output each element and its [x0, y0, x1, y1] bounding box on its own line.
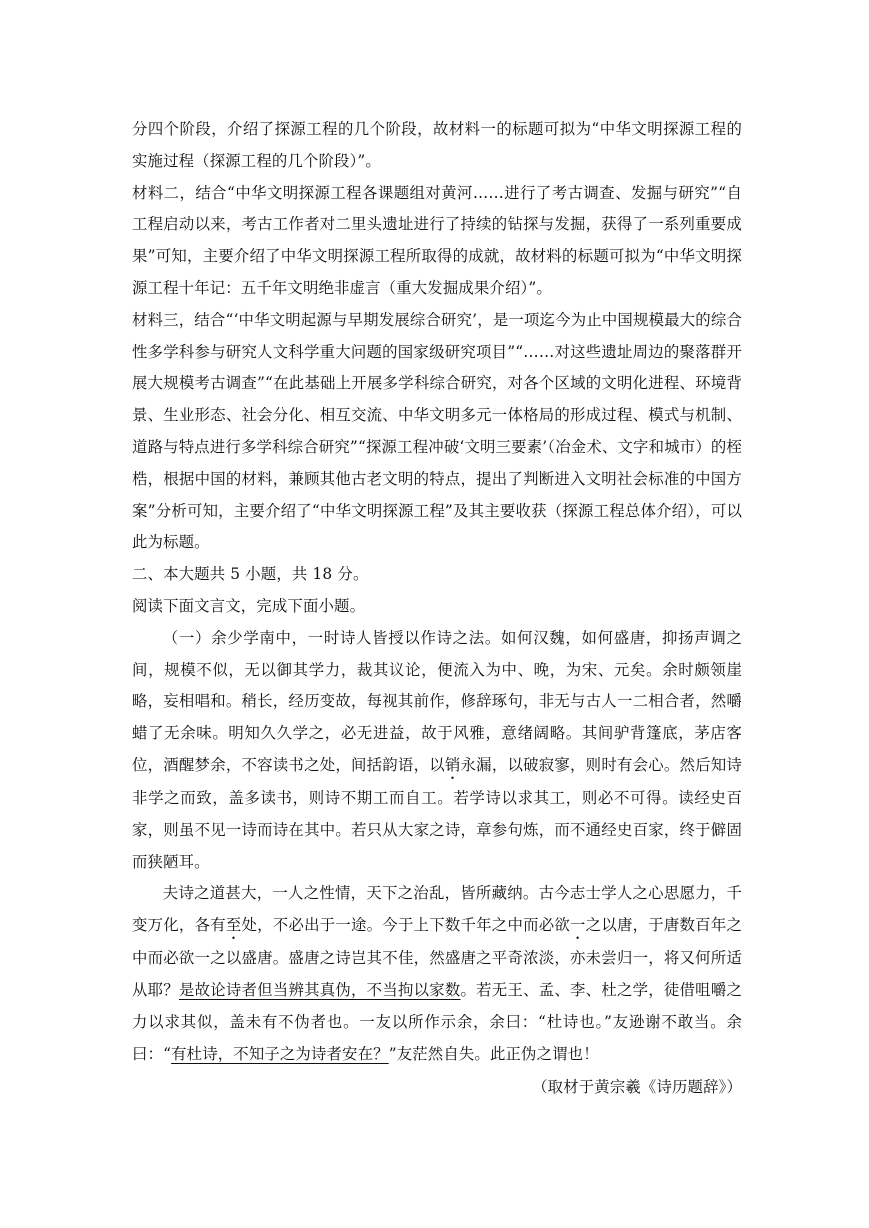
passage-text: 。若无王、孟、李、杜之学，徒借咀嚼之力以求其似，盖未有不伪者也。一友以所作示余，余曰：“杜诗也。”友逊谢不敢当。余曰：“ [132, 980, 743, 1063]
passage-paragraph-1 [132, 623, 742, 879]
dotted-word: 一 [570, 916, 586, 935]
dotted-word: 销 [444, 755, 461, 774]
passage-text: 夫诗之道甚大，一人之性情，天下之治乱，皆所藏纳。古今志士学人之心思愿力，千变万化，各有 [132, 884, 742, 935]
passage-text: （一）余少学南中，一时诗人皆授以作诗之法。如何汉魏，如何盛唐，抑扬声调之间，规模不似，无以御其学力，裁其议论，便流入为中、晚，为宋、元矣。余时颇领崖略，妄相唱和。稍长，经历变故，每视其前作，修辞琢句，非无与古人一二相合者，然嚼蜡了无余味。明知久久学之，必无进益，故于风雅，意绪阔略。其间驴背篷底，茅店客位，酒醒梦余，不容读书之处，间括韵语，以 [132, 628, 742, 774]
document-body [132, 114, 742, 1104]
dotted-word: 至 [225, 916, 242, 935]
analysis-paragraph-1: 分四个阶段，介绍了探源工程的几个阶段，故材料一的标题可拟为“中华文明探源工程的实施过程（探源工程的几个阶段）”。 [132, 120, 742, 170]
analysis-paragraph-3: 材料三，结合“‘中华文明起源与早期发展综合研究’，是一项迄今为止中国规模最大的综合性多学科参与研究人文科学重大问题的国家级研究项目”“……对这些遗址周边的聚落群开展大规模考古调查”“在此基础上开展多学科综合研究，对各个区域的文明化进程、环境背景、生业形态、社会分化、相互交流、中华文明多元一体格局的形成过程、模式与机制、道路与特点进行多学科综合研究”“探源工程冲破‘文明三要素’（冶金术、文字和城市）的桎梏，根据中国的材料，兼顾其他古老文明的特点，提出了判断进入文明社会标准的中国方案”分析可知，主要介绍了“中华文明探源工程”及其主要收获（探源工程总体介绍），可以此为标题。 [132, 310, 742, 552]
passage-paragraph-2 [132, 878, 742, 1070]
passage-text: 处，不必出于一途。今于上下数千年之中而必欲 [241, 916, 571, 935]
analysis-paragraph-2: 材料二，结合“中华文明探源工程各课题组对黄河……进行了考古调查、发掘与研究”“自工程启动以来，考古工作者对二里头遗址进行了持续的钻探与发掘，获得了一系列重要成果”可知，主要介绍了中华文明探源工程所取得的成就，故材料的标题可拟为“中华文明探源工程十年记：五千年文明绝非虚言（重大发掘成果介绍）”。 [132, 183, 742, 297]
passage-text: 永漏，以破寂寥，则时有会心。然后知诗非学之而致，盖多读书，则诗不期工而自工。若学诗以求其工，则必不可得。读经史百家，则虽不见一诗而诗在其中。若只从大家之诗，章参句炼，而不通经史百家，终于僻固而狭陋耳。 [132, 755, 743, 871]
passage-text: 之以唐，于唐数百年之中而必欲一之以盛唐。盛唐之诗岂其不佳，然盛唐之平奇浓淡，亦未尝归一，将又何所适从耶？ [132, 916, 742, 999]
passage-text: ”友茫然自失。此正伪之谓也！ [388, 1044, 599, 1063]
section-heading: 二、本大题共 5 小题，共 18 分。 [132, 565, 369, 584]
source-citation: （取材于黄宗羲《诗历题辞》） [532, 1078, 742, 1097]
underlined-sentence-1: 是故论诗者但当辨其真伪，不当拘以家数 [178, 980, 461, 999]
underlined-sentence-2: 有杜诗，不知子之为诗者安在？ [171, 1044, 389, 1063]
reading-instruction: 阅读下面文言文，完成下面小题。 [132, 596, 366, 615]
